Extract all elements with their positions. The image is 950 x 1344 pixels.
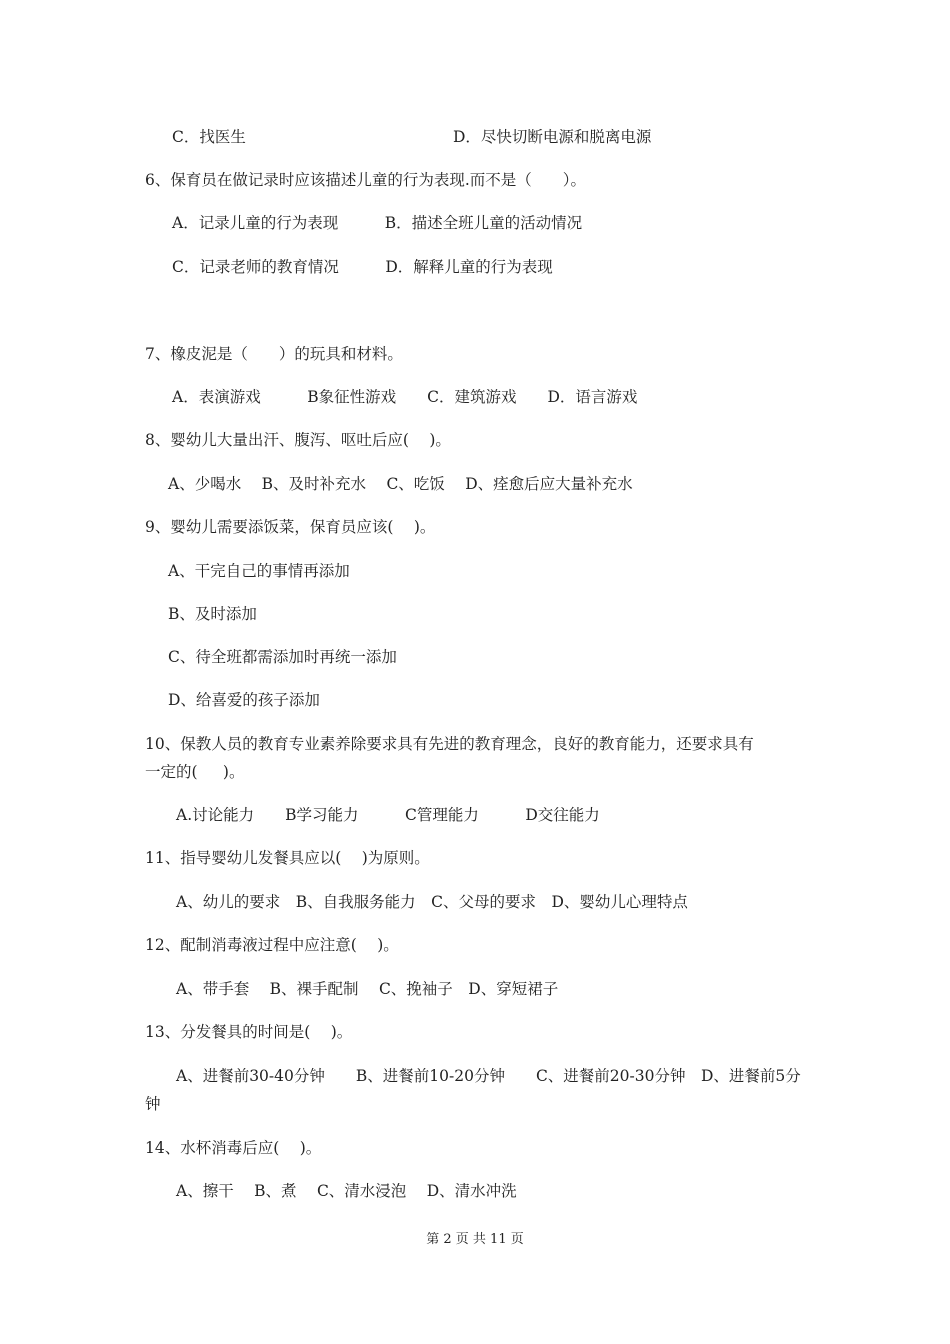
question-8: 8、婴幼儿大量出汗、腹泻、呕吐后应( )。 [145, 431, 451, 449]
question-6: 6、保育员在做记录时应该描述儿童的行为表现.而不是（ ）。 [145, 171, 587, 189]
question-11-options: A、幼儿的要求 B、自我服务能力 C、父母的要求 D、婴幼儿心理特点 [176, 893, 688, 911]
question-14: 14、水杯消毒后应( )。 [145, 1139, 322, 1157]
question-13-options-line-1: A、进餐前30-40分钟 B、进餐前10-20分钟 C、进餐前20-30分钟 D、进餐前5分 [176, 1067, 801, 1085]
question-9-option-b: B、及时添加 [168, 605, 257, 623]
question-10-options: A.讨论能力 B学习能力 C管理能力 D交往能力 [176, 806, 600, 824]
question-12: 12、配制消毒液过程中应注意( )。 [145, 936, 399, 954]
question-10-line-1: 10、保教人员的教育专业素养除要求具有先进的教育理念，良好的教育能力，还要求具有 [145, 735, 754, 753]
page-footer: 第 2 页 共 11 页 [426, 1232, 524, 1247]
question-6-options-cd: C．记录老师的教育情况 D．解释儿童的行为表现 [172, 258, 553, 276]
question-13: 13、分发餐具的时间是( )。 [145, 1023, 353, 1041]
question-6-options-ab: A．记录儿童的行为表现 B．描述全班儿童的活动情况 [172, 214, 583, 232]
question-7: 7、橡皮泥是（ ）的玩具和材料。 [145, 345, 403, 363]
question-14-options: A、擦干 B、煮 C、清水浸泡 D、清水冲洗 [176, 1182, 517, 1200]
question-9-option-a: A、干完自己的事情再添加 [168, 562, 350, 580]
question-9: 9、婴幼儿需要添饭菜，保育员应该( )。 [145, 518, 436, 536]
question-11: 11、指导婴幼儿发餐具应以( )为原则。 [145, 849, 430, 867]
q5-option-d: D．尽快切断电源和脱离电源 [453, 128, 652, 146]
question-12-options: A、带手套 B、裸手配制 C、挽袖子 D、穿短裙子 [176, 980, 559, 998]
question-13-options-line-2: 钟 [145, 1095, 161, 1113]
question-9-option-d: D、给喜爱的孩子添加 [168, 691, 320, 709]
question-7-options: A．表演游戏 B象征性游戏 C．建筑游戏 D．语言游戏 [172, 388, 638, 406]
question-9-option-c: C、待全班都需添加时再统一添加 [168, 648, 397, 666]
question-10-line-2: 一定的( )。 [145, 763, 245, 781]
q5-option-c: C．找医生 [172, 128, 246, 146]
question-8-options: A、少喝水 B、及时补充水 C、吃饭 D、痊愈后应大量补充水 [168, 475, 633, 493]
